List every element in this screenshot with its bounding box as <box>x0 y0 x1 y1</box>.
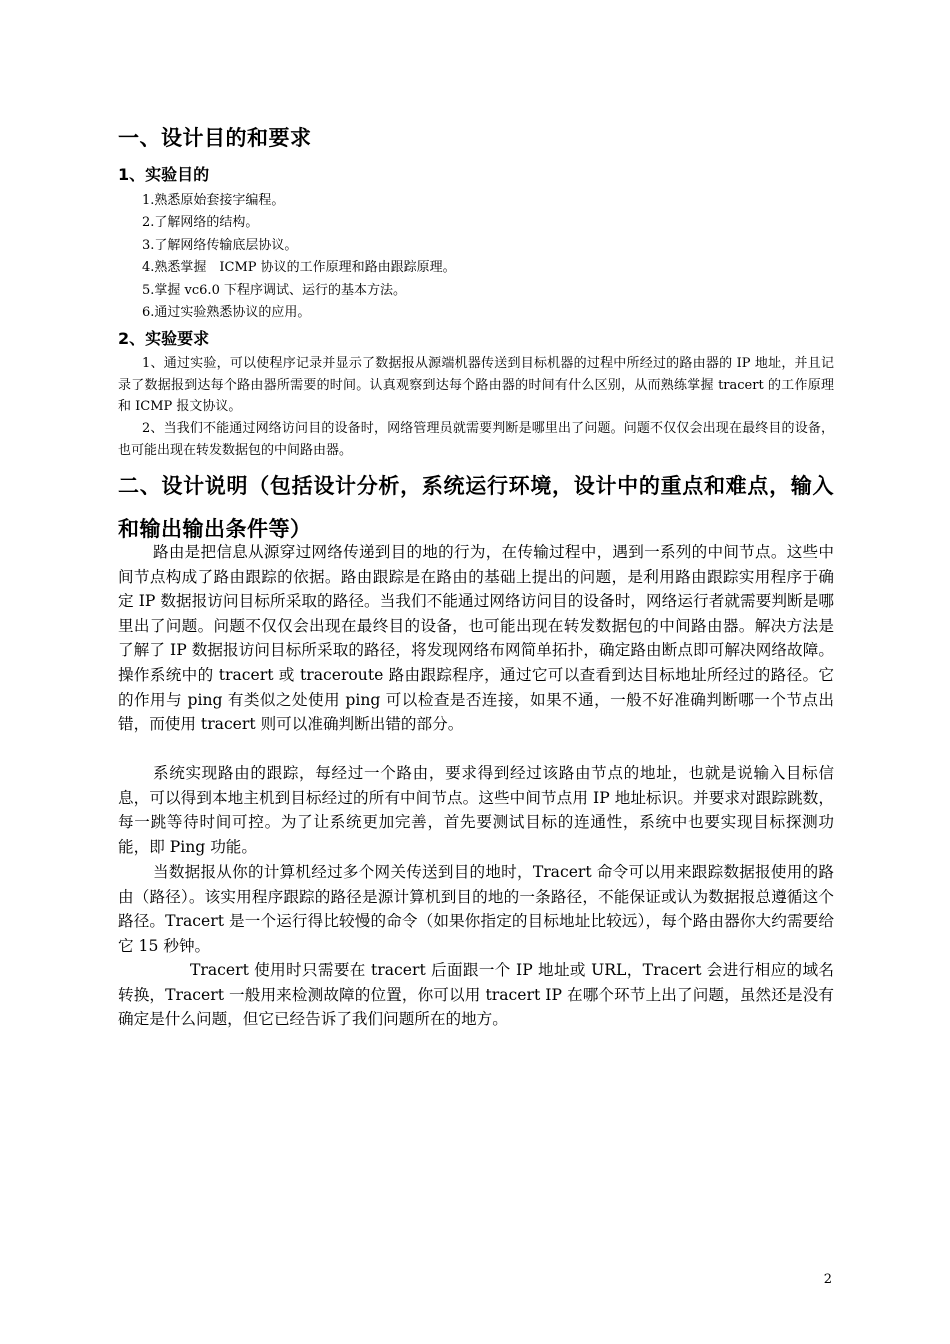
section-2-heading: 二、设计说明（包括设计分析，系统运行环境，设计中的重点和难点，输入和输出输出条件等） <box>118 474 834 541</box>
list-item: 1.熟悉原始套接字编程。 <box>142 193 285 208</box>
body-paragraph: Tracert 使用时只需要在 tracert 后面跟一个 IP 地址或 URL，Tracert 会进行相应的域名转换，Tracert 一般用来检测故障的位置，你可以用 tracert IP 在哪个环节上出了问题，虽然还是没有确定是什么问题，但它已经告诉了我们问题所在的地方。 <box>118 961 834 1029</box>
requirement-paragraph: 1、通过实验，可以使程序记录并显示了数据报从源端机器传送到目标机器的过程中所经过的路由器的 IP 地址，并且记录了数据报到达每个路由器所需要的时间。认真观察到达每个路由器的时间有什么区别，从而熟练掌握 tracert 的工作原理和 ICMP 报文协议。 <box>118 356 834 414</box>
subsection-1-heading: 1、实验目的 <box>118 165 210 184</box>
list-item: 4.熟悉掌握 ICMP 协议的工作原理和路由跟踪原理。 <box>142 260 456 276</box>
list-item: 6.通过实验熟悉协议的应用。 <box>142 305 311 321</box>
list-item: 2.了解网络的结构。 <box>142 215 259 231</box>
subsection-2-heading: 2、实验要求 <box>118 329 210 348</box>
page-number: 2 <box>823 1272 832 1287</box>
objectives-list <box>142 190 456 324</box>
list-item: 5.掌握 vc6.0 下程序调试、运行的基本方法。 <box>142 282 406 298</box>
body-paragraph: 系统实现路由的跟踪，每经过一个路由，要求得到经过该路由节点的地址，也就是说输入目标信息，可以得到本地主机到目标经过的所有中间节点。这些中间节点用 IP 地址标识。并要求对跟踪跳数，每一跳等待时间可控。为了让系统更加完善，首先要测试目标的连通性，系统中也要实现目标探测功能，即 Ping 功能。 <box>118 764 834 856</box>
body-paragraph: 当数据报从你的计算机经过多个网关传送到目的地时，Tracert 命令可以用来跟踪数据报使用的路由（路径）。该实用程序跟踪的路径是源计算机到目的地的一条路径，不能保证或认为数据报总遵循这个路径。Tracert 是一个运行得比较慢的命令（如果你指定的目标地址比较远），每个路由器你大约需要给它 15 秒钟。 <box>118 863 834 955</box>
body-paragraph: 路由是把信息从源穿过网络传递到目的地的行为，在传输过程中，遇到一系列的中间节点。这些中间节点构成了路由跟踪的依据。路由跟踪是在路由的基础上提出的问题，是利用路由跟踪实用程序于确定 IP 数据报访问目标所采取的路径。当我们不能通过网络访问目的设备时，网络运行者就需要判断是哪里出了问题。问题不仅仅会出现在最终目的设备，也可能出现在转发数据包的中间路由器。解决方法是了解了 IP 数据报访问目标所采取的路径，将发现网络布网简单拓扑，确定路由断点即可解决网络故障。操作系统中的 tracert 或 traceroute 路由跟踪程序，通过它可以查看到达目标地址所经过的路径。它的作用与 ping 有类似之处使用 ping 可以检查是否连接，如果不通，一般不好准确判断哪一个节点出错，而使用 tracert 则可以准确判断出错的部分。 <box>118 543 834 734</box>
requirement-paragraph: 2、当我们不能通过网络访问目的设备时，网络管理员就需要判断是哪里出了问题。问题不仅仅会出现在最终目的设备，也可能出现在转发数据包的中间路由器。 <box>118 421 834 458</box>
list-item: 3.了解网络传输底层协议。 <box>142 237 298 253</box>
section-1-heading: 一、设计目的和要求 <box>118 126 312 150</box>
